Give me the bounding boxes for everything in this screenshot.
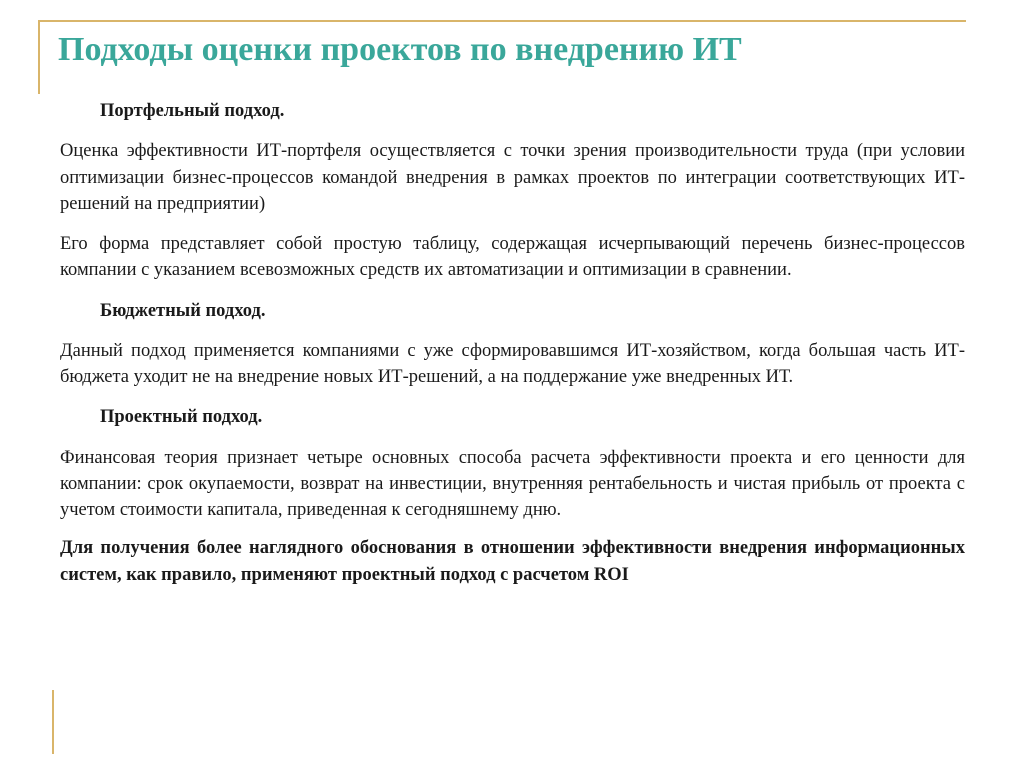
- slide-title: Подходы оценки проектов по внедрению ИТ: [58, 31, 742, 68]
- accent-line-top: [38, 20, 966, 22]
- section-heading-portfolio: Портфельный подход.: [100, 101, 285, 121]
- accent-line-bottom-left: [52, 690, 54, 754]
- paragraph-budget-1: Данный подход применяется компаниями с уже сформировавшимся ИТ-хозяйством, когда большая часть ИТ-бюджета уходит не на внедрение новых ИТ-решений, а на поддержание уже внедренных ИТ.: [60, 340, 965, 388]
- section-heading-project: Проектный подход.: [100, 407, 263, 428]
- paragraph-portfolio-1: Оценка эффективности ИТ-портфеля осуществляется с точки зрения производительности труда (при условии оптимизации бизнес-процессов командой внедрения в рамках проектов по интеграции соответствующих ИТ-решений на предприятии): [60, 141, 965, 214]
- paragraph-portfolio-2: Его форма представляет собой простую таблицу, содержащая исчерпывающий перечень бизнес-процессов компании с указанием всевозможных средств их автоматизации и оптимизации в сравнении.: [60, 234, 965, 281]
- conclusion-text: Для получения более наглядного обоснования в отношении эффективности внедрения информационных систем, как правило, применяют проектный подход с расчетом ROI: [60, 538, 965, 585]
- slide-content: [60, 98, 965, 588]
- section-heading-budget: Бюджетный подход.: [100, 300, 266, 321]
- accent-line-left: [38, 20, 40, 94]
- paragraph-project-1: Финансовая теория признает четыре основных способа расчета эффективности проекта и его ценности для компании: срок окупаемости, возврат на инвестиции, внутренняя рентабельность и чистая прибыль от проекта с учетом стоимости капитала, приведенная к сегодняшнему дню.: [60, 447, 965, 521]
